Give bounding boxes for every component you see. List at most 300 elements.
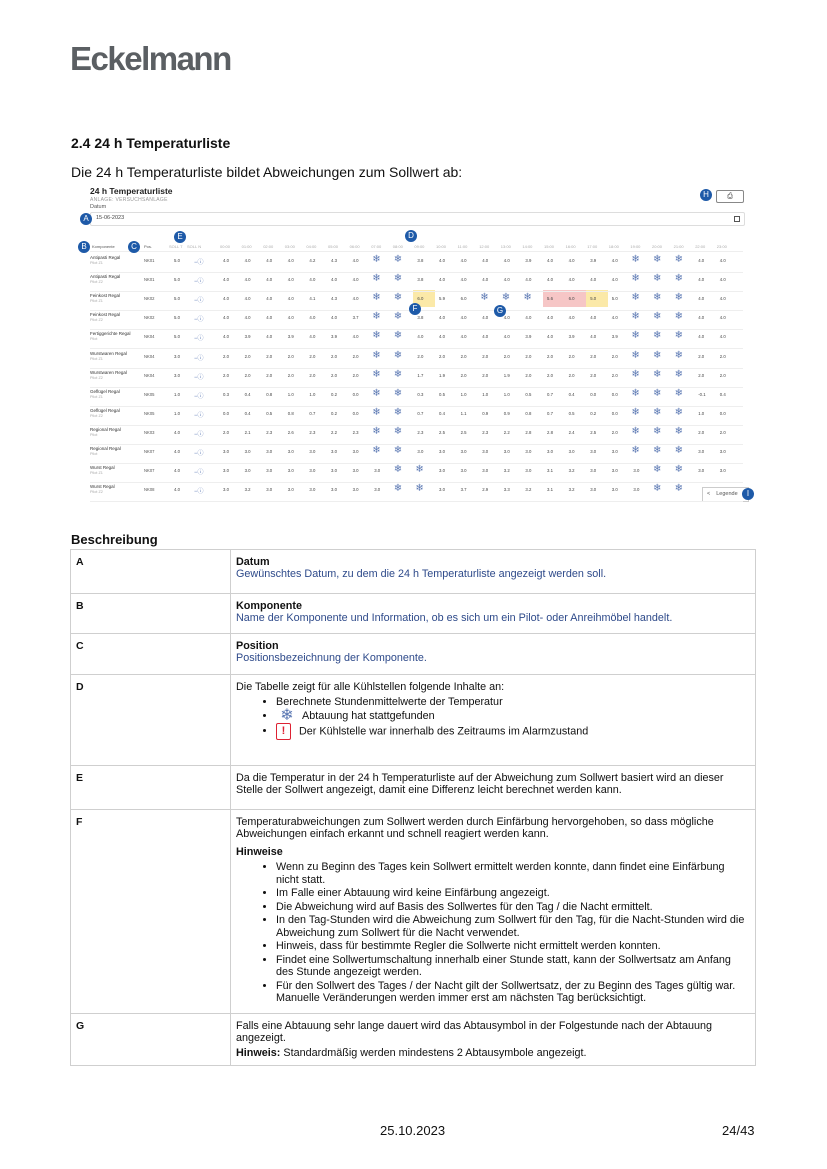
desc-key: E xyxy=(71,766,231,810)
date-label: Datum xyxy=(90,204,107,210)
setpoint-value: 5.0 xyxy=(174,277,180,283)
snowflake-icon: ❄ xyxy=(674,254,683,265)
position-value: NK04 xyxy=(144,334,155,340)
info-icon: −ⓘ xyxy=(194,355,204,362)
temperature-cell: 3.0 xyxy=(590,468,597,474)
callout-badge-d: D xyxy=(405,230,417,242)
desc-row-d xyxy=(71,675,756,766)
snowflake-icon: ❄ xyxy=(631,387,640,399)
header-hour: 00:00 xyxy=(220,244,231,249)
temperature-cell: 4.0 xyxy=(223,334,229,340)
desc-text: Name der Komponente und Information, ob es sich um ein Pilot- oder Anreihmöbel handelt. xyxy=(236,612,673,624)
date-input[interactable] xyxy=(90,212,745,226)
component-name: Wurstwaren Regal xyxy=(90,369,127,375)
temperature-cell: 4.0 xyxy=(698,277,705,283)
temperature-cell: 0.4 xyxy=(244,391,251,397)
header-hour: 16:00 xyxy=(565,244,576,249)
temperature-cell: 3.9 xyxy=(611,334,618,340)
temperature-cell: 5.0 xyxy=(590,296,597,302)
list-item-text: Abtauung hat stattgefunden xyxy=(302,709,435,722)
temperature-cell: 2.0 xyxy=(287,353,294,359)
snowflake-icon: ❄ xyxy=(372,273,381,285)
snowflake-icon: ❄ xyxy=(280,706,294,724)
temperature-cell: 4.0 xyxy=(244,277,251,283)
snowflake-icon: ❄ xyxy=(372,330,381,342)
temperature-cell: 3.0 xyxy=(633,487,640,493)
setpoint-value: 5.0 xyxy=(174,296,180,302)
divider xyxy=(90,368,743,369)
calendar-icon[interactable] xyxy=(734,216,740,222)
temperature-cell: 3.0 xyxy=(503,449,510,454)
temperature-cell: 0.3 xyxy=(223,391,229,397)
divider xyxy=(90,329,743,330)
temperature-cell: 3.0 xyxy=(568,449,575,454)
temperature-cell: 0.4 xyxy=(439,410,445,416)
temperature-cell: 4.0 xyxy=(439,258,445,263)
component-sub: Pilot Z1 xyxy=(90,261,103,265)
component-sub: Pilot Z2 xyxy=(90,318,103,323)
header-hour: 12:00 xyxy=(479,244,490,249)
desc-key: B xyxy=(71,594,231,634)
list-item: • In den Tag-Stunden wird die Abweichung zum Sollwert für den Tag, für die Nacht-Stunden wird die Abweichung zum Sollwert für die Nacht verwendet. xyxy=(276,914,750,939)
temperature-cell: 0.5 xyxy=(266,410,273,416)
footer-date: 25.10.2023 xyxy=(380,1123,446,1138)
desc-value xyxy=(231,810,756,1014)
snowflake-icon: ❄ xyxy=(393,330,403,342)
temperature-cell: 3.0 xyxy=(223,449,229,454)
setpoint-value: 3.0 xyxy=(174,353,180,359)
temperature-cell: 3.9 xyxy=(525,334,532,340)
info-icon: −ⓘ xyxy=(194,431,204,438)
header-hour: 11:00 xyxy=(457,244,468,249)
position-value: NK08 xyxy=(144,487,155,493)
description-heading: Beschreibung xyxy=(71,532,158,547)
desc-text: Falls eine Abtauung sehr lange dauert wird das Abtausymbol in der Folgestunde nach der Abtauung angezeigt. xyxy=(236,1019,712,1044)
temperature-cell: 3.0 xyxy=(244,449,251,454)
temperature-cell: 4.0 xyxy=(460,277,467,283)
snowflake-icon: ❄ xyxy=(393,273,403,285)
temperature-cell: 4.0 xyxy=(352,296,359,302)
temperature-cell: 0.8 xyxy=(266,391,273,397)
temperature-cell: 4.0 xyxy=(244,296,251,302)
temperature-cell: 2.0 xyxy=(547,372,553,378)
temperature-cell: 4.0 xyxy=(590,277,597,283)
temperature-cell: 4.0 xyxy=(331,277,337,283)
callout-badge-g: G xyxy=(494,305,506,317)
snowflake-icon: ❄ xyxy=(674,387,683,399)
temperature-cell: 4.0 xyxy=(482,334,489,340)
temperature-cell: 1.0 xyxy=(503,391,510,397)
temperature-cell: 2.0 xyxy=(223,353,229,359)
snowflake-icon: ❄ xyxy=(501,292,511,304)
temperature-cell: 3.7 xyxy=(460,487,467,493)
info-icon: −ⓘ xyxy=(194,374,204,381)
temperature-cell: 3.0 xyxy=(266,449,273,454)
temperature-cell: 4.0 xyxy=(547,315,553,321)
temperature-cell: 2.3 xyxy=(352,429,359,435)
info-icon: −ⓘ xyxy=(194,412,204,419)
snowflake-icon: ❄ xyxy=(393,406,403,418)
snowflake-icon: ❄ xyxy=(372,311,381,323)
component-name: Wurstwaren Regal xyxy=(90,350,127,356)
snowflake-icon: ❄ xyxy=(372,254,381,265)
setpoint-value: 4.0 xyxy=(174,487,180,493)
header-hour: 23:00 xyxy=(716,244,727,249)
component-name: Geflügel Regal xyxy=(90,388,120,394)
header-hour: 04:00 xyxy=(306,244,317,249)
temperature-cell: 4.0 xyxy=(503,315,510,321)
list-item: • Findet eine Sollwertumschaltung innerhalb einer Stunde statt, kann der Sollwertsatz am Anfang des Stunde angezeigt werden. xyxy=(276,954,750,979)
header-hour: 03:00 xyxy=(284,244,295,249)
header-hour: 09:00 xyxy=(414,244,425,249)
temperature-cell: 3.0 xyxy=(309,468,316,474)
component-sub: Pilot xyxy=(90,452,98,456)
temperature-cell: 3.0 xyxy=(244,468,251,474)
info-icon: −ⓘ xyxy=(194,317,204,324)
alarm-icon: ! xyxy=(276,723,291,740)
snowflake-icon: ❄ xyxy=(674,349,683,361)
temperature-cell: 4.0 xyxy=(266,258,273,263)
screenshot-title: 24 h Temperaturliste xyxy=(90,186,173,196)
screenshot-subtitle: ANLAGE: VERSUCHSANLAGE xyxy=(90,197,168,203)
temperature-cell: 3.0 xyxy=(525,468,532,474)
temperature-cell: 2.0 xyxy=(352,372,359,378)
position-value: NK07 xyxy=(144,449,155,454)
snowflake-icon: ❄ xyxy=(372,292,381,304)
position-value: NK01 xyxy=(144,258,155,263)
callout-badge-i: I xyxy=(742,488,754,500)
temperature-cell: 0.8 xyxy=(287,410,294,416)
temperature-cell: 4.0 xyxy=(698,296,705,302)
temperature-cell: 3.1 xyxy=(547,468,553,474)
header-hour: 06:00 xyxy=(349,244,360,249)
temperature-cell: 0.4 xyxy=(568,391,575,397)
position-value: NK05 xyxy=(144,391,155,397)
temperature-cell: 0.7 xyxy=(547,391,553,397)
temperature-cell: 3.7 xyxy=(352,315,359,321)
temperature-cell: 3.0 xyxy=(611,487,618,493)
list-item: • Berechnete Stundenmittelwerte der Temperatur xyxy=(276,696,750,709)
temperature-cell: 2.0 xyxy=(287,372,294,378)
temperature-cell: 4.0 xyxy=(352,277,359,283)
temperature-cell: 3.0 xyxy=(482,468,489,474)
temperature-cell: 4.1 xyxy=(309,296,316,302)
chevron-left-icon: < xyxy=(707,491,711,497)
temperature-cell: 4.0 xyxy=(417,334,424,340)
temperature-cell: 2.8 xyxy=(525,429,532,435)
temperature-cell: 5.6 xyxy=(547,296,553,302)
component-sub: Pilot Z1 xyxy=(90,356,103,361)
snowflake-icon: ❄ xyxy=(631,273,640,285)
position-value: NK04 xyxy=(144,353,155,359)
temperature-cell: 2.0 xyxy=(266,353,273,359)
snowflake-icon: ❄ xyxy=(523,292,532,304)
eckelmann-logo: Eckelmann xyxy=(70,40,231,77)
temperature-cell: 2.2 xyxy=(503,429,510,435)
temperature-cell: 4.0 xyxy=(719,334,726,340)
temperature-cell: 4.0 xyxy=(439,334,445,340)
temperature-cell: 4.0 xyxy=(460,334,467,340)
component-sub: Pilot xyxy=(90,337,98,342)
temperature-cell: 0.7 xyxy=(309,410,316,416)
temperature-cell: 3.0 xyxy=(309,449,316,454)
temperature-cell: 3.0 xyxy=(309,487,316,493)
setpoint-value: 1.0 xyxy=(174,391,180,397)
divider xyxy=(90,291,743,292)
temperature-cell: 4.0 xyxy=(503,258,510,263)
list-item: • Im Falle einer Abtauung wird keine Einfärbung angezeigt. xyxy=(276,887,750,900)
component-name: Regional Regal xyxy=(90,426,121,432)
header-hour: 14:00 xyxy=(522,244,533,249)
temperature-cell: 3.8 xyxy=(417,258,424,263)
component-sub: Pilot Z2 xyxy=(90,280,103,285)
temperature-cell: 4.0 xyxy=(352,334,359,340)
desc-d-list xyxy=(236,696,750,740)
list-item: • Die Abweichung wird auf Basis des Sollwertes für den Tag / die Nacht ermittelt. xyxy=(276,901,750,914)
position-value: NK07 xyxy=(144,468,155,474)
temperature-cell: 2.0 xyxy=(590,372,597,378)
desc-row-a xyxy=(71,550,756,594)
temperature-cell: 2.0 xyxy=(266,372,273,378)
temperature-cell: 2.1 xyxy=(244,429,251,435)
header-hour: 21:00 xyxy=(673,244,684,249)
temperature-cell: 2.0 xyxy=(309,353,316,359)
temperature-cell: 4.0 xyxy=(287,315,294,321)
snowflake-icon: ❄ xyxy=(653,330,662,342)
printer-icon[interactable]: ⎙ xyxy=(716,190,744,203)
temperature-cell: 2.0 xyxy=(309,372,316,378)
page-number: 24/43 xyxy=(722,1123,755,1138)
setpoint-value: 4.0 xyxy=(174,429,180,435)
temperature-cell: 5.0 xyxy=(611,296,618,302)
info-icon: −ⓘ xyxy=(194,470,204,477)
list-item: • Hinweis, dass für bestimmte Regler die Sollwerte nicht ermittelt werden konnten. xyxy=(276,940,750,953)
temperature-list-screenshot xyxy=(81,184,755,506)
snowflake-icon: ❄ xyxy=(653,349,662,361)
snowflake-icon: ❄ xyxy=(393,387,403,399)
temperature-cell: 2.6 xyxy=(287,429,294,435)
temperature-cell: 4.0 xyxy=(223,296,229,302)
snowflake-icon: ❄ xyxy=(653,445,662,456)
temperature-cell: 2.0 xyxy=(698,353,705,359)
snowflake-icon: ❄ xyxy=(653,483,662,495)
snowflake-icon: ❄ xyxy=(631,445,640,456)
info-icon: −ⓘ xyxy=(194,298,204,305)
header-hour: 19:00 xyxy=(630,244,641,249)
divider xyxy=(90,406,743,407)
temperature-cell: 4.0 xyxy=(719,315,726,321)
temperature-cell: 1.0 xyxy=(698,410,705,416)
temperature-cell: 2.0 xyxy=(223,372,229,378)
setpoint-value: 3.0 xyxy=(174,372,180,378)
snowflake-icon: ❄ xyxy=(674,445,683,456)
temperature-cell: 4.0 xyxy=(287,296,294,302)
list-item xyxy=(276,723,750,740)
position-value: NK01 xyxy=(144,277,155,283)
snowflake-icon: ❄ xyxy=(674,311,683,323)
temperature-cell: 4.0 xyxy=(611,315,618,321)
component-sub: Pilot Z1 xyxy=(90,299,103,304)
date-value: 15-06-2023 xyxy=(96,215,125,221)
header-soll-day: SOLL T xyxy=(169,244,183,249)
temperature-cell: 2.0 xyxy=(417,353,424,359)
header-hour: 13:00 xyxy=(500,244,511,249)
snowflake-icon: ❄ xyxy=(393,445,403,456)
snowflake-icon: ❄ xyxy=(653,406,662,418)
temperature-cell: 0.2 xyxy=(590,410,597,416)
temperature-cell: 1.0 xyxy=(287,391,294,397)
snowflake-icon: ❄ xyxy=(674,292,683,304)
temperature-cell: 3.2 xyxy=(568,468,575,474)
header-hour: 17:00 xyxy=(587,244,598,249)
snowflake-icon: ❄ xyxy=(393,425,403,437)
temperature-cell: 3.0 xyxy=(633,468,640,474)
temperature-cell: 0.5 xyxy=(568,410,575,416)
desc-row-f xyxy=(71,810,756,1014)
snowflake-icon: ❄ xyxy=(631,311,640,323)
temperature-cell: 6.0 xyxy=(568,296,575,302)
temperature-cell: 4.0 xyxy=(568,277,575,283)
component-name: Antipasti Regal xyxy=(90,274,121,280)
temperature-cell: 1.0 xyxy=(460,391,467,397)
temperature-cell: 4.0 xyxy=(309,334,316,340)
divider xyxy=(90,444,743,445)
temperature-cell: 0.3 xyxy=(417,391,424,397)
temperature-cell: 3.0 xyxy=(352,487,359,493)
snowflake-icon: ❄ xyxy=(631,349,640,361)
component-name: Geflügel Regal xyxy=(90,407,120,413)
setpoint-value: 5.0 xyxy=(174,258,180,263)
snowflake-icon: ❄ xyxy=(372,445,381,456)
component-name: Regional Regal xyxy=(90,446,121,451)
snowflake-icon: ❄ xyxy=(653,425,662,437)
temperature-cell: 4.0 xyxy=(547,277,553,283)
temperature-cell: 0.4 xyxy=(244,410,251,416)
snowflake-icon: ❄ xyxy=(372,368,381,380)
snowflake-icon: ❄ xyxy=(393,464,403,476)
temperature-cell: 4.0 xyxy=(547,258,553,263)
component-name: Antipasti Regal xyxy=(90,255,121,260)
temperature-cell: 4.0 xyxy=(439,315,445,321)
header-hour: 02:00 xyxy=(263,244,274,249)
temperature-cell: 2.5 xyxy=(590,429,597,435)
snowflake-icon: ❄ xyxy=(653,254,662,265)
temperature-cell: 3.0 xyxy=(590,487,597,493)
divider xyxy=(90,251,743,252)
temperature-cell: 2.0 xyxy=(244,353,251,359)
temperature-cell: 3.0 xyxy=(698,449,705,454)
header-komponente: Komponente xyxy=(92,244,115,249)
hint-list xyxy=(236,861,750,1005)
temperature-cell: 3.8 xyxy=(417,277,424,283)
desc-value: Da die Temperatur in der 24 h Temperaturliste auf der Abweichung zum Sollwert basiert wird an dieser Stelle der Sollwert angezeigt, damit eine Differenz leicht berechnet werden kann. xyxy=(231,766,756,810)
temperature-cell: 3.0 xyxy=(287,487,294,493)
divider xyxy=(90,348,743,349)
snowflake-icon: ❄ xyxy=(372,349,381,361)
callout-badge-e: E xyxy=(174,231,186,243)
temperature-cell: 4.0 xyxy=(503,277,510,283)
hint-label: Hinweis: xyxy=(236,1046,281,1059)
temperature-cell: 3.1 xyxy=(547,487,553,493)
temperature-cell: 3.9 xyxy=(244,334,251,340)
snowflake-icon: ❄ xyxy=(393,349,403,361)
temperature-cell: 1.0 xyxy=(309,391,316,397)
temperature-cell: 3.0 xyxy=(287,468,294,474)
snowflake-icon: ❄ xyxy=(653,387,662,399)
desc-title: Position xyxy=(236,640,279,652)
component-sub: Pilot Z2 xyxy=(90,375,103,380)
snowflake-icon: ❄ xyxy=(674,273,683,285)
snowflake-icon: ❄ xyxy=(674,483,683,495)
header-soll-night: SOLL N xyxy=(187,244,202,249)
component-name: Fertiggerichte Regal xyxy=(90,331,131,337)
temperature-cell: 2.0 xyxy=(482,372,489,378)
snowflake-icon: ❄ xyxy=(674,368,683,380)
temperature-cell: 3.0 xyxy=(287,449,294,454)
snowflake-icon: ❄ xyxy=(480,292,489,304)
header-hour: 15:00 xyxy=(544,244,555,249)
snowflake-icon: ❄ xyxy=(674,464,683,476)
temperature-cell: 2.0 xyxy=(460,353,467,359)
temperature-cell: 1.9 xyxy=(439,372,445,378)
desc-value xyxy=(231,550,756,594)
header-hour: 07:00 xyxy=(371,244,382,249)
desc-title: Komponente xyxy=(236,600,302,612)
divider xyxy=(90,501,743,502)
temperature-cell: 3.9 xyxy=(525,258,532,263)
divider xyxy=(90,272,743,273)
temperature-cell: 3.9 xyxy=(331,334,337,340)
divider xyxy=(90,425,743,426)
temperature-cell: 3.0 xyxy=(698,468,705,474)
description-table xyxy=(70,549,756,1066)
component-sub: Pilot Z2 xyxy=(90,490,103,495)
temperature-cell: 2.0 xyxy=(460,372,467,378)
position-value: NK02 xyxy=(144,296,155,302)
desc-key: F xyxy=(71,810,231,1014)
snowflake-icon: ❄ xyxy=(393,292,403,304)
temperature-cell: 2.0 xyxy=(244,372,251,378)
list-item: • Wenn zu Beginn des Tages kein Sollwert ermittelt werden konnte, dann findet eine Einfärbung nicht statt. xyxy=(276,861,750,886)
temperature-cell: 2.0 xyxy=(568,372,575,378)
temperature-cell: 0.0 xyxy=(611,391,618,397)
temperature-cell: 0.0 xyxy=(590,391,597,397)
desc-value xyxy=(231,1013,756,1065)
temperature-cell: 3.0 xyxy=(266,487,273,493)
temperature-cell: 2.3 xyxy=(417,429,424,435)
temperature-cell: 1.9 xyxy=(503,372,510,378)
snowflake-icon: ❄ xyxy=(372,425,381,437)
callout-badge-a: A xyxy=(80,213,92,225)
temperature-cell: 0.7 xyxy=(547,410,553,416)
temperature-cell: 3.0 xyxy=(223,487,229,493)
component-name: Feinkost Regal xyxy=(90,293,121,299)
temperature-cell: 4.0 xyxy=(568,315,575,321)
temperature-cell: 3.9 xyxy=(568,334,575,340)
temperature-cell: 2.2 xyxy=(331,429,337,435)
snowflake-icon: ❄ xyxy=(631,292,640,304)
temperature-cell: 0.5 xyxy=(525,391,532,397)
temperature-cell: 0.0 xyxy=(352,410,359,416)
temperature-cell: 2.0 xyxy=(698,372,705,378)
temperature-cell: 2.9 xyxy=(482,487,489,493)
desc-row-g xyxy=(71,1013,756,1065)
temperature-cell: 2.3 xyxy=(482,429,489,435)
info-icon: −ⓘ xyxy=(194,489,204,496)
desc-value xyxy=(231,634,756,675)
desc-text: Positionsbezeichnung der Komponente. xyxy=(236,652,427,664)
snowflake-icon: ❄ xyxy=(631,406,640,418)
